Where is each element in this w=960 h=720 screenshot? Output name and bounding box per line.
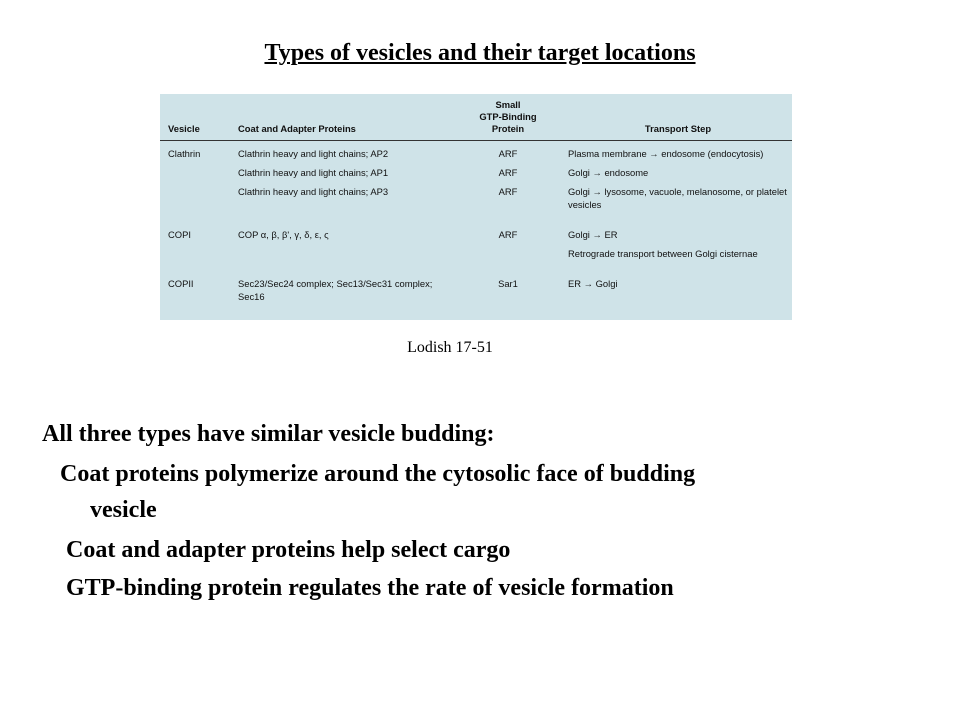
body-line-vesicle: vesicle	[90, 497, 157, 523]
cell-vesicle: COPI	[168, 229, 191, 240]
table-row	[160, 225, 792, 244]
cell-coat: Clathrin heavy and light chains; AP3	[238, 186, 389, 197]
cell-coat: Clathrin heavy and light chains; AP2	[238, 148, 389, 159]
cell-transport: Golgi → ER	[568, 229, 618, 240]
table-row	[160, 163, 792, 182]
header-gtp-line-1: Small	[495, 99, 521, 110]
cell-vesicle	[160, 182, 230, 225]
body-line-gtp-regulates: GTP-binding protein regulates the rate of vesicle formation	[66, 575, 674, 601]
figure-caption: Lodish 17-51	[407, 339, 493, 356]
cell-gtp: ARF	[498, 186, 518, 197]
table-header-row	[160, 94, 792, 141]
header-transport-step: Transport Step	[560, 94, 792, 141]
cell-vesicle	[160, 244, 230, 274]
cell-gtp: Sar1	[498, 278, 518, 289]
body-line-heading: All three types have similar vesicle budding:	[42, 421, 495, 447]
cell-coat: COP α, β, β', γ, δ, ε, ς	[238, 229, 329, 240]
header-vesicle: Vesicle	[160, 94, 230, 141]
body-line-coat-polymerize: Coat proteins polymerize around the cytosolic face of budding	[60, 461, 696, 487]
header-coat-adapter-proteins: Coat and Adapter Proteins	[230, 94, 452, 141]
table-row	[160, 244, 792, 274]
cell-transport: ER → Golgi	[568, 278, 618, 289]
header-gtp-line-3: Protein	[491, 123, 525, 134]
table-row	[160, 274, 792, 306]
body-line-select-cargo: Coat and adapter proteins help select cargo	[66, 537, 511, 563]
table-row	[160, 141, 792, 164]
cell-gtp: ARF	[498, 167, 518, 178]
cell-gtp	[452, 244, 560, 274]
cell-vesicle	[160, 163, 230, 182]
header-gtp-binding-protein	[452, 94, 560, 141]
cell-transport: Retrograde transport between Golgi cisternae	[568, 248, 758, 259]
cell-transport: Golgi → lysosome, vacuole, melanosome, or platelet vesicles	[568, 186, 787, 210]
cell-vesicle: Clathrin	[168, 148, 201, 159]
cell-gtp: ARF	[498, 148, 518, 159]
vesicle-types-table-figure	[160, 94, 792, 320]
cell-coat: Clathrin heavy and light chains; AP1	[238, 167, 389, 178]
table-row	[160, 182, 792, 225]
cell-gtp: ARF	[498, 229, 518, 240]
cell-coat	[230, 244, 452, 274]
cell-transport: Golgi → endosome	[568, 167, 649, 178]
cell-vesicle: COPII	[168, 278, 194, 289]
vesicle-types-table	[160, 94, 792, 306]
cell-coat: Sec23/Sec24 complex; Sec13/Sec31 complex; Sec16	[238, 278, 433, 302]
slide-title: Types of vesicles and their target locations	[264, 40, 696, 66]
cell-transport: Plasma membrane → endosome (endocytosis)	[568, 148, 764, 159]
header-gtp-line-2: GTP-Binding	[479, 111, 537, 122]
